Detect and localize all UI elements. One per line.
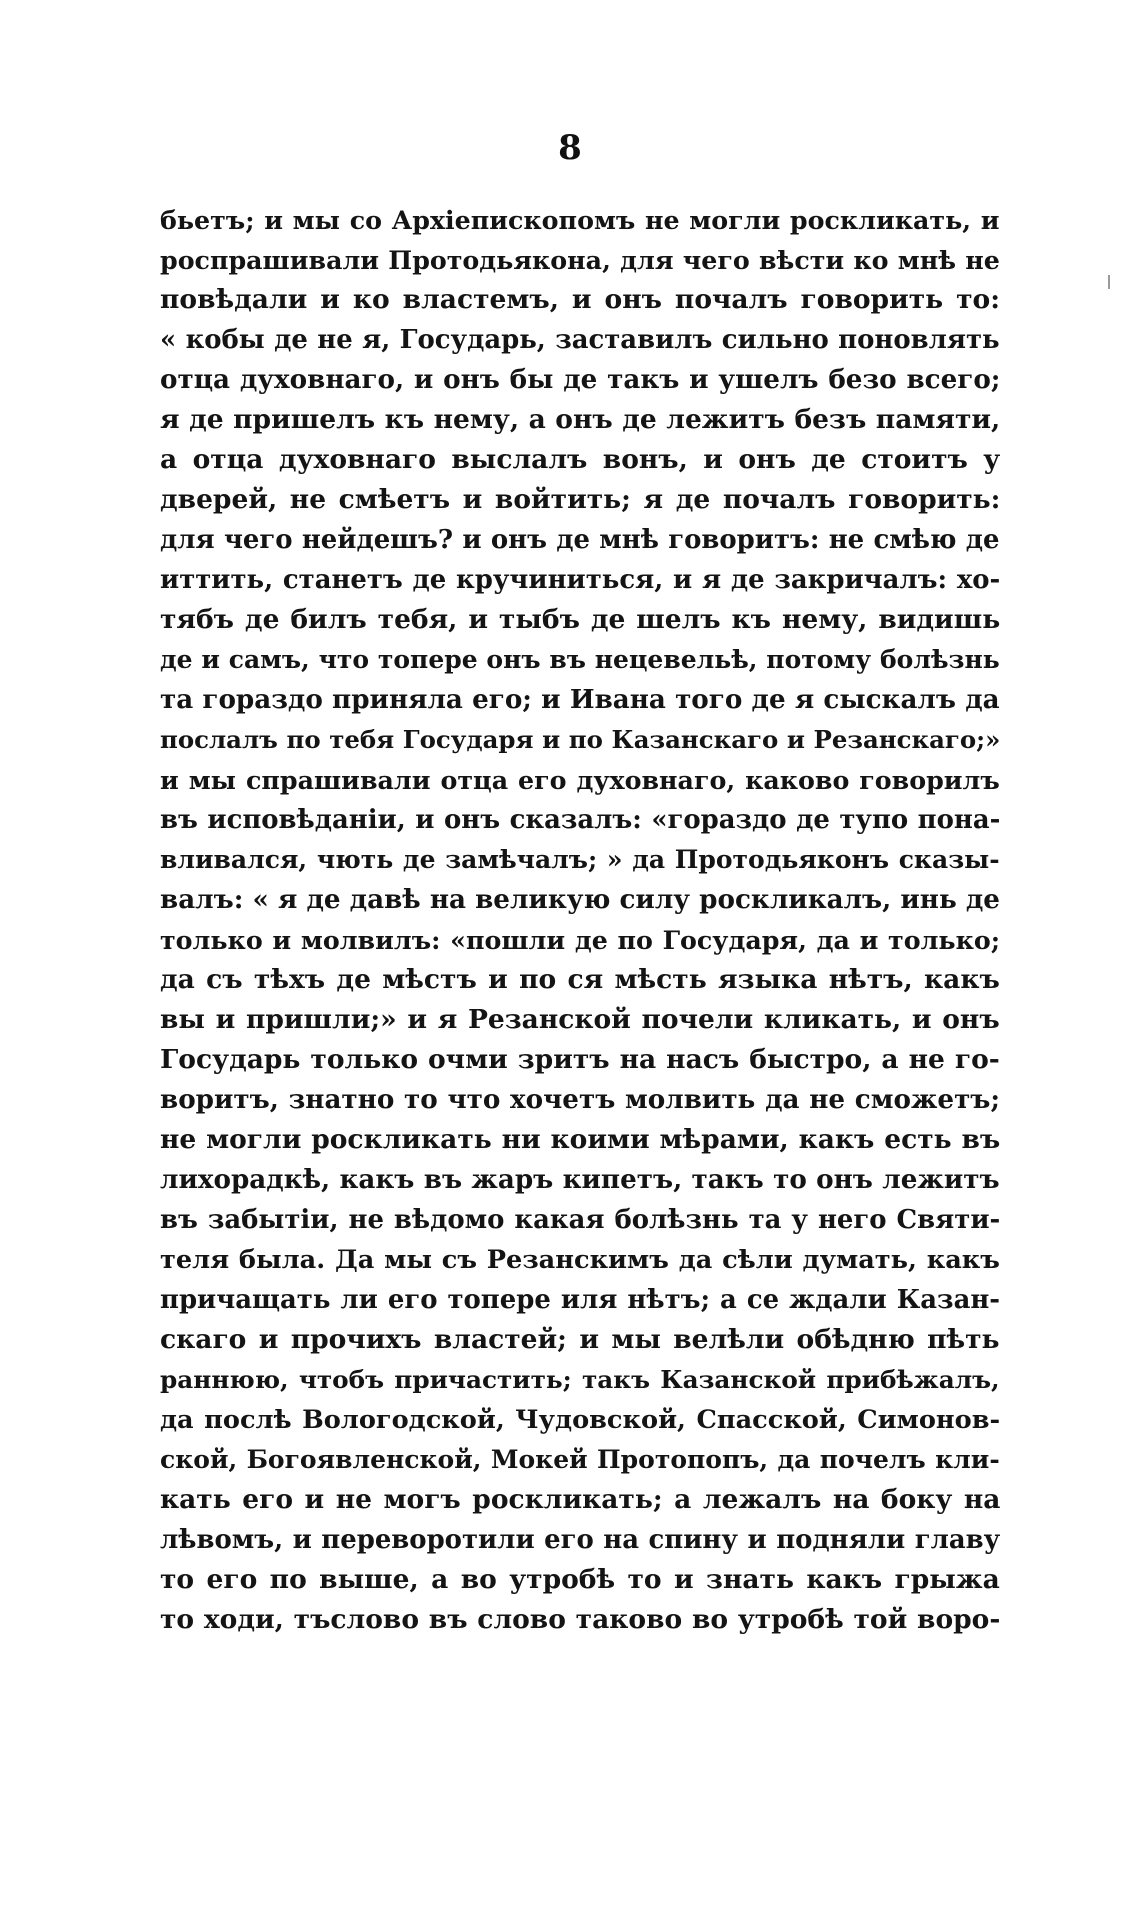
body-text — [160, 200, 1000, 1640]
text-line: послалъ по тебя Государя и по Казанскаго и Резанскаго;» — [160, 725, 1001, 754]
text-line: я де пришелъ къ нему, а онъ де лежитъ безъ памяти, — [160, 404, 1001, 435]
text-line: бьетъ; и мы со Архіепископомъ не могли роскликать, и — [160, 205, 1000, 235]
text-line: не могли роскликать ни коими мѣрами, какъ есть въ — [160, 1124, 1001, 1155]
text-line: Государь только очми зритъ на насъ быстро, а не го- — [160, 1044, 1000, 1075]
text-line: повѣдали и ко властемъ, и онъ почалъ говорить то: — [160, 284, 1000, 315]
text-line: иттить, станетъ де кручиниться, и я де закричалъ: хо- — [160, 565, 1001, 595]
margin-mark — [1108, 275, 1110, 289]
text-line: та гораздо приняла его; и Ивана того де я сыскалъ да — [160, 684, 1000, 715]
text-line: кать его и не могъ роскликать; а лежалъ на боку на — [160, 1484, 1001, 1515]
text-line: лихорадкѣ, какъ въ жаръ кипетъ, такъ то онъ лежитъ — [160, 1164, 1000, 1195]
text-line: и мы спрашивали отца его духовнаго, каково говорилъ — [160, 765, 1000, 795]
text-line: да съ тѣхъ де мѣстъ и по ся мѣсть языка нѣтъ, какъ — [160, 964, 1000, 995]
text-line: вливался, чють де замѣчалъ; » да Протодьяконъ сказы- — [160, 845, 1000, 874]
text-line: воритъ, знатно то что хочетъ молвить да не сможетъ; — [160, 1084, 1001, 1115]
text-line: лѣвомъ, и переворотили его на спину и подняли главу — [160, 1525, 1001, 1555]
text-line: только и молвилъ: «пошли де по Государя, да и только; — [160, 925, 1001, 955]
text-line: въ исповѣданіи, и онъ сказалъ: «гораздо де тупо пона- — [160, 805, 1001, 835]
text-line: тябъ де билъ тебя, и тыбъ де шелъ къ нему, видишь — [160, 604, 1001, 635]
text-line: то ходи, тъслово въ слово таково во утробѣ той воро- — [160, 1604, 1001, 1635]
text-line: да послѣ Вологодской, Чудовской, Спасской, Симонов- — [160, 1405, 1001, 1435]
text-line: « кобы де не я, Государь, заставилъ сильно поновлять — [160, 325, 1000, 355]
text-line: отца духовнаго, и онъ бы де такъ и ушелъ безо всего; — [160, 364, 1001, 395]
text-line: скаго и прочихъ властей; и мы велѣли обѣдню пѣть — [160, 1324, 1000, 1355]
text-line: причащать ли его топере иля нѣтъ; а се ждали Казан- — [160, 1285, 1001, 1315]
text-line: теля была. Да мы съ Резанскимъ да сѣли думать, какъ — [160, 1245, 1000, 1275]
text-line: валъ: « я де давѣ на великую силу роскликалъ, инь де — [160, 884, 1000, 915]
page-number: 8 — [558, 128, 582, 168]
text-line: то его по выше, а во утробѣ то и знать какъ грыжа — [160, 1564, 1000, 1595]
text-line: де и самъ, что топере онъ въ нецевельѣ, потому болѣзнь — [160, 645, 1000, 674]
text-line: а отца духовнаго выслалъ вонъ, и онъ де стоитъ у — [160, 444, 1001, 475]
text-line: для чего нейдешъ? и онъ де мнѣ говоритъ: не смѣю де — [160, 525, 1000, 555]
text-line: раннюю, чтобъ причастить; такъ Казанской прибѣжалъ, — [160, 1365, 1000, 1394]
text-line: въ забытіи, не вѣдомо какая болѣзнь та у него Святи- — [160, 1205, 1001, 1235]
text-line: роспрашивали Протодьякона, для чего вѣсти ко мнѣ не — [160, 245, 1000, 275]
text-line: ской, Богоявленской, Мокей Протопопъ, да почелъ кли- — [160, 1445, 1000, 1474]
text-line: вы и пришли;» и я Резанской почели кликать, и онъ — [160, 1004, 1000, 1035]
text-line: дверей, не смѣетъ и войтить; я де почалъ говорить: — [160, 484, 1001, 515]
